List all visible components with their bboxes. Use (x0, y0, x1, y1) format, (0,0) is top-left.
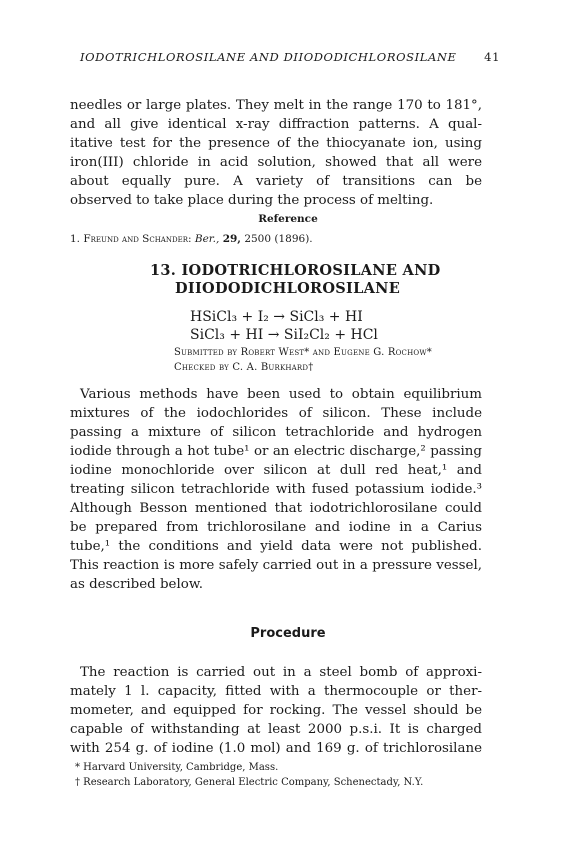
body-line: as described below. (70, 577, 203, 592)
submitted-authors: Robert West* and Eugene G. Rochow* (240, 347, 432, 358)
reference-journal: Ber., (194, 233, 220, 245)
body-line: mixtures of the iodochlorides of silicon. These include (70, 406, 482, 421)
body-line: Various methods have been used to obtain equilibrium (80, 387, 482, 402)
procedure-line: mately 1 l. capacity, fitted with a thermocouple or ther- (70, 684, 482, 699)
body-line: be prepared from trichlorosilane and iodine in a Carius (70, 520, 482, 535)
checked-by (174, 362, 313, 373)
intro-line: itative test for the presence of the thiocyanate ion, using (70, 136, 482, 151)
body-line: iodide through a hot tube¹ or an electric discharge,² passing (70, 444, 482, 459)
submitted-by (174, 347, 432, 358)
reference-volume: 29, (222, 233, 241, 245)
reference-authors: Freund and Schander: (83, 233, 192, 245)
intro-line: needles or large plates. They melt in the range 170 to 181°, (70, 98, 482, 113)
checked-prefix: Checked by (174, 362, 229, 373)
procedure-line: The reaction is carried out in a steel bomb of approxi- (80, 665, 482, 680)
body-line: Although Besson mentioned that iodotrichlorosilane could (70, 501, 482, 516)
footnote-2: † Research Laboratory, General Electric Company, Schenectady, N.Y. (75, 777, 424, 788)
running-head-title: IODOTRICHLOROSILANE AND DIIODODICHLOROSILANE (80, 50, 457, 64)
reference-rest: 2500 (1896). (244, 233, 313, 245)
reference-number: 1. (70, 233, 81, 245)
body-line: iodine monochloride over silicon at dull red heat,¹ and (70, 463, 482, 478)
intro-line: and all give identical x-ray diffraction patterns. A qual- (70, 117, 482, 132)
submitted-prefix: Submitted by (174, 347, 238, 358)
body-line: treating silicon tetrachloride with fused potassium iodide.³ (70, 482, 482, 497)
section-title-line1: 13. IODOTRICHLOROSILANE AND (150, 262, 441, 279)
intro-line: iron(III) chloride in acid solution, showed that all were (70, 155, 482, 170)
reference-heading: Reference (258, 213, 318, 225)
procedure-line: capable of withstanding at least 2000 p.s.i. It is charged (70, 722, 482, 737)
equation-2: SiCl₃ + HI → SiI₂Cl₂ + HCl (190, 327, 378, 343)
running-head (80, 50, 500, 64)
procedure-line: with 254 g. of iodine (1.0 mol) and 169 g. of trichlorosilane (70, 741, 482, 756)
intro-line: about equally pure. A variety of transitions can be (70, 174, 482, 189)
checked-author: C. A. Burkhard† (232, 362, 314, 373)
body-line: tube,¹ the conditions and yield data were not published. (70, 539, 482, 554)
body-line: passing a mixture of silicon tetrachloride and hydrogen (70, 425, 482, 440)
intro-line: observed to take place during the process of melting. (70, 193, 434, 208)
procedure-line: mometer, and equipped for rocking. The vessel should be (70, 703, 482, 718)
body-line: This reaction is more safely carried out in a pressure vessel, (70, 558, 482, 573)
section-title-line2: DIIODODICHLOROSILANE (175, 280, 401, 297)
reference-item (70, 233, 313, 245)
equation-1: HSiCl₃ + I₂ → SiCl₃ + HI (190, 309, 363, 325)
page-number: 41 (484, 50, 500, 64)
footnote-1: * Harvard University, Cambridge, Mass. (75, 762, 279, 773)
procedure-heading: Procedure (250, 626, 326, 641)
